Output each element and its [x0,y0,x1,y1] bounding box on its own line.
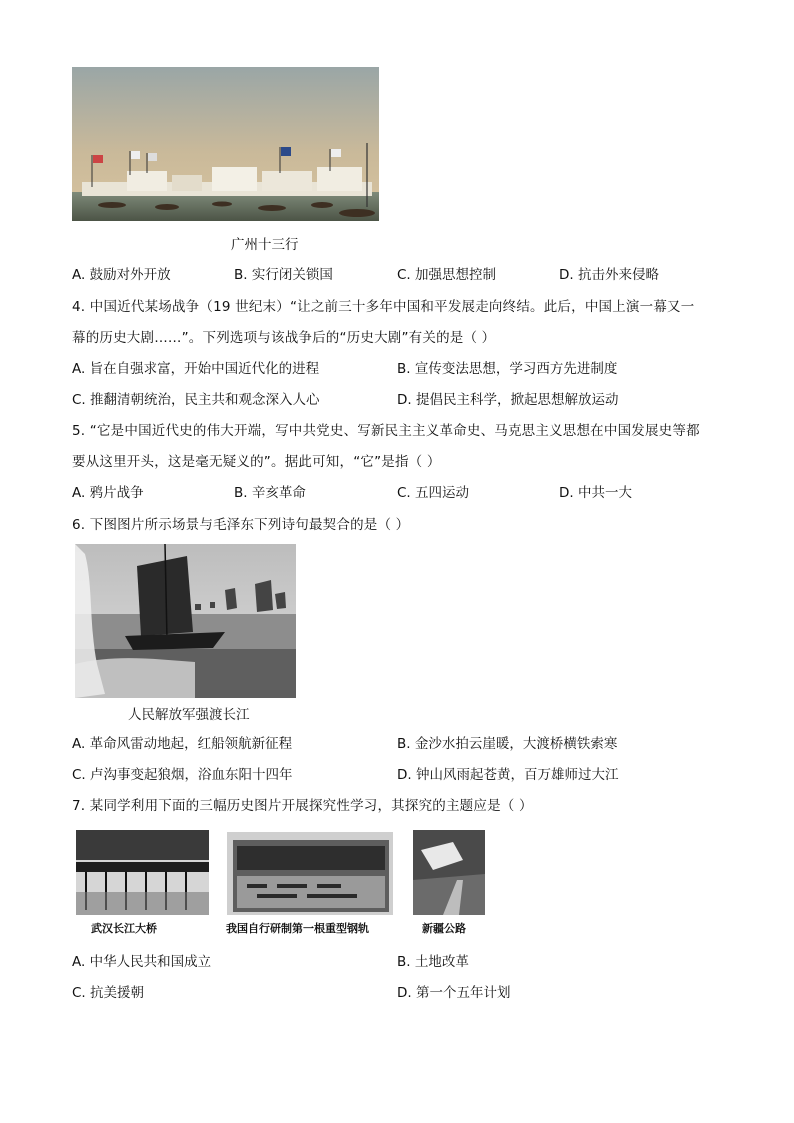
q5-option-d[interactable]: D. 中共一大 [559,485,632,501]
q6-option-c[interactable]: C. 卢沟事变起狼烟，浴血东阳十四年 [72,767,293,783]
thirteen-hongs-illustration [72,67,379,221]
fig1-caption: 广州十三行 [231,237,299,253]
q7-option-d[interactable]: D. 第一个五年计划 [397,985,511,1001]
q4-option-c[interactable]: C. 推翻清朝统治，民主共和观念深入人心 [72,392,320,408]
q7-option-b[interactable]: B. 土地改革 [397,954,469,970]
steel-rail-image [227,832,393,915]
river-crossing-illustration [75,544,296,698]
q5-option-c[interactable]: C. 五四运动 [397,485,470,501]
river-crossing-image [75,544,296,698]
wuhan-bridge-image [76,830,209,915]
q7-option-c[interactable]: C. 抗美援朝 [72,985,145,1001]
q5-option-a[interactable]: A. 鸦片战争 [72,485,144,501]
xinjiang-road-illustration [413,830,485,915]
q6-option-d[interactable]: D. 钟山风雨起苍黄，百万雄师过大江 [397,767,619,783]
wuhan-bridge-caption: 武汉长江大桥 [91,922,157,935]
q6-stem-line1: 6. 下图图片所示场景与毛泽东下列诗句最契合的是（ ） [72,517,410,533]
thirteen-hongs-image [72,67,379,221]
q7-stem-line1: 7. 某同学利用下面的三幅历史图片开展探究性学习，其探究的主题应是（ ） [72,798,533,814]
q3-option-d[interactable]: D. 抗击外来侵略 [559,267,659,283]
q3-option-c[interactable]: C. 加强思想控制 [397,267,497,283]
q5-option-b[interactable]: B. 辛亥革命 [234,485,306,501]
q4-option-d[interactable]: D. 提倡民主科学，掀起思想解放运动 [397,392,619,408]
steel-rail-caption: 我国自行研制第一根重型钢轨 [226,922,369,935]
xinjiang-road-caption: 新疆公路 [422,922,466,935]
q3-option-b[interactable]: B. 实行闭关锁国 [234,267,333,283]
q4-option-b[interactable]: B. 宣传变法思想，学习西方先进制度 [397,361,618,377]
xinjiang-road-image [413,830,485,915]
q6-image-caption: 人民解放军强渡长江 [128,707,250,723]
q4-stem-line1: 4. 中国近代某场战争（19 世纪末）“让之前三十多年中国和平发展走向终结。此后，中国上演一幕又一 [72,299,695,315]
q4-option-a[interactable]: A. 旨在自强求富，开始中国近代化的进程 [72,361,320,377]
q6-option-a[interactable]: A. 革命风雷动地起，红船领航新征程 [72,736,293,752]
q4-stem-line2: 幕的历史大剧……”。下列选项与该战争后的“历史大剧”有关的是（ ） [72,330,496,346]
q5-stem-line2: 要从这里开头，这是毫无疑义的”。据此可知，“它”是指（ ） [72,454,441,470]
q5-stem-line1: 5. “它是中国近代史的伟大开端，写中共党史、写新民主主义革命史、马克思主义思想在中国发展史等都 [72,423,700,439]
q7-option-a[interactable]: A. 中华人民共和国成立 [72,954,212,970]
steel-rail-illustration [227,832,393,915]
q6-option-b[interactable]: B. 金沙水拍云崖暖，大渡桥横铁索寒 [397,736,618,752]
wuhan-bridge-illustration [76,830,209,915]
q3-option-a[interactable]: A. 鼓励对外开放 [72,267,171,283]
